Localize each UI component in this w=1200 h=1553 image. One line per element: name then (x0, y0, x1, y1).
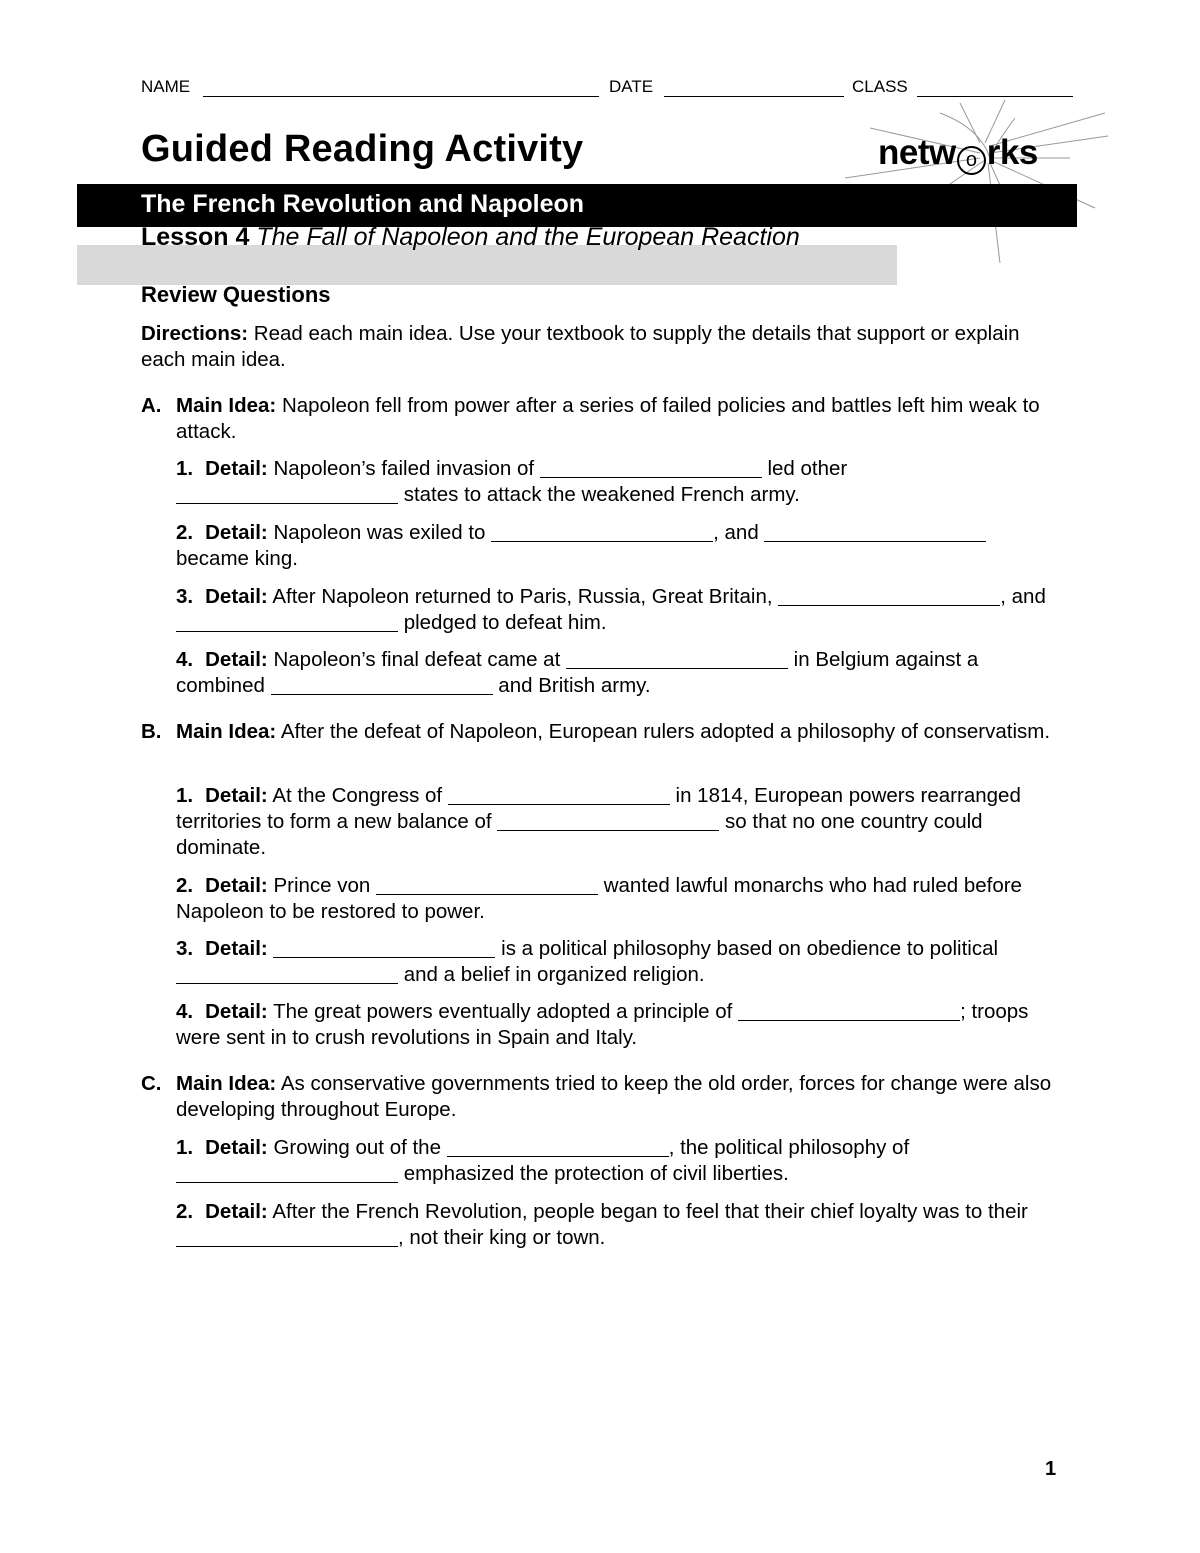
detail-text: in 1814, European powers rearranged territories to form a new balance of (176, 784, 1021, 833)
chapter-title: The French Revolution and Napoleon (141, 190, 585, 218)
directions-label: Directions: (141, 322, 249, 345)
logo-text-right: rks (986, 133, 1038, 172)
class-label: CLASS (852, 77, 908, 96)
detail-label: Detail: (205, 1000, 268, 1023)
detail-text: is a political philosophy based on obedience to political (495, 937, 999, 960)
answer-blank[interactable] (176, 1162, 398, 1183)
name-field[interactable] (203, 96, 599, 97)
answer-blank[interactable] (566, 648, 788, 669)
detail-label: Detail: (205, 937, 268, 960)
page-title: Guided Reading Activity (141, 128, 584, 170)
date-field[interactable] (664, 96, 844, 97)
main-idea-text: After the defeat of Napoleon, European rulers adopted a philosophy of conservatism. (280, 720, 1051, 743)
answer-blank[interactable] (271, 674, 493, 695)
main-idea-label: Main Idea: (176, 1072, 277, 1095)
main-idea-label: Main Idea: (176, 720, 277, 743)
main-idea-letter: C. (141, 1072, 162, 1095)
directions-text: Read each main idea. Use your textbook to supply the details that support or explain each main idea. (141, 322, 1020, 371)
detail-number: 4. (176, 648, 194, 671)
detail-item (176, 999, 1061, 1051)
answer-blank[interactable] (540, 457, 762, 478)
detail-item (176, 1135, 1061, 1187)
detail-number: 1. (176, 1136, 194, 1159)
detail-text: so that no one country could dominate. (176, 810, 983, 859)
detail-item (176, 647, 1061, 699)
main-idea-text: Napoleon fell from power after a series of failed policies and battles left him weak to attack. (176, 394, 1040, 443)
detail-text: After Napoleon returned to Paris, Russia, Great Britain, (272, 585, 779, 608)
detail-text: , and (1000, 585, 1046, 608)
main-idea (176, 393, 1061, 445)
detail-text: Prince von (273, 874, 377, 897)
answer-blank[interactable] (764, 521, 986, 542)
answer-blank[interactable] (738, 1000, 960, 1021)
detail-item (176, 873, 1061, 925)
directions (141, 321, 1061, 373)
detail-number: 4. (176, 1000, 194, 1023)
page-number: 1 (1045, 1458, 1057, 1480)
lesson-title (141, 223, 800, 252)
answer-blank[interactable] (778, 585, 1000, 606)
main-idea (176, 1071, 1061, 1123)
networks-logo (878, 133, 1038, 175)
answer-blank[interactable] (376, 874, 598, 895)
detail-text: and a belief in organized religion. (398, 963, 705, 986)
detail-text: At the Congress of (272, 784, 448, 807)
detail-item (176, 1199, 1061, 1251)
detail-text: states to attack the weakened French army. (398, 483, 800, 506)
main-idea-label: Main Idea: (176, 394, 277, 417)
answer-blank[interactable] (176, 1226, 398, 1247)
detail-label: Detail: (205, 457, 268, 480)
answer-blank[interactable] (497, 810, 719, 831)
detail-label: Detail: (205, 874, 268, 897)
detail-text: wanted lawful monarchs who had ruled before Napoleon to be restored to power. (176, 874, 1022, 923)
name-label: NAME (141, 77, 191, 96)
detail-text: After the French Revolution, people began to feel that their chief loyalty was to their (272, 1200, 1028, 1223)
detail-number: 2. (176, 521, 194, 544)
detail-text: Napoleon was exiled to (273, 521, 492, 544)
detail-label: Detail: (205, 1200, 268, 1223)
answer-blank[interactable] (491, 521, 713, 542)
detail-number: 2. (176, 874, 194, 897)
answer-blank[interactable] (176, 611, 398, 632)
main-idea (176, 719, 1061, 745)
detail-text: The great powers eventually adopted a principle of (273, 1000, 739, 1023)
detail-text: and British army. (492, 674, 651, 697)
class-field[interactable] (917, 96, 1073, 97)
detail-item (176, 936, 1061, 988)
detail-text: , the political philosophy of (668, 1136, 910, 1159)
detail-text: pledged to defeat him. (398, 611, 607, 634)
detail-label: Detail: (205, 1136, 268, 1159)
detail-item (176, 783, 1061, 861)
detail-text: ; troops were sent in to crush revolutions in Spain and Italy. (176, 1000, 1029, 1049)
lesson-label: Lesson 4 (141, 223, 250, 251)
detail-text: became king. (176, 547, 298, 570)
answer-blank[interactable] (176, 963, 398, 984)
detail-label: Detail: (205, 784, 268, 807)
detail-number: 3. (176, 585, 194, 608)
detail-number: 2. (176, 1200, 194, 1223)
answer-blank[interactable] (448, 784, 670, 805)
detail-item (176, 584, 1061, 636)
main-idea-letter: A. (141, 394, 162, 417)
detail-text: Napoleon’s final defeat came at (273, 648, 566, 671)
answer-blank[interactable] (273, 937, 495, 958)
logo-text-left: netw (878, 133, 956, 172)
main-idea-text: As conservative governments tried to keep the old order, forces for change were also developing throughout Europe. (176, 1072, 1052, 1121)
detail-number: 1. (176, 784, 194, 807)
starburst-decoration (840, 98, 1110, 268)
detail-label: Detail: (205, 521, 268, 544)
detail-text: Napoleon’s failed invasion of (273, 457, 540, 480)
answer-blank[interactable] (447, 1136, 669, 1157)
date-label: DATE (609, 77, 654, 96)
logo-circle: o (957, 146, 986, 175)
detail-label: Detail: (205, 585, 268, 608)
detail-text: emphasized the protection of civil liberties. (398, 1162, 789, 1185)
detail-text: , and (713, 521, 765, 544)
detail-number: 1. (176, 457, 194, 480)
detail-text: , not their king or town. (398, 1226, 606, 1249)
main-idea-letter: B. (141, 720, 162, 743)
detail-text: in Belgium against a combined (176, 648, 979, 697)
detail-item (176, 456, 1061, 508)
answer-blank[interactable] (176, 483, 398, 504)
section-title: Review Questions (141, 282, 331, 307)
lesson-name: The Fall of Napoleon and the European Reaction (256, 223, 800, 251)
detail-number: 3. (176, 937, 194, 960)
detail-label: Detail: (205, 648, 268, 671)
detail-item (176, 520, 1061, 572)
detail-text: Growing out of the (273, 1136, 447, 1159)
detail-text: led other (761, 457, 848, 480)
